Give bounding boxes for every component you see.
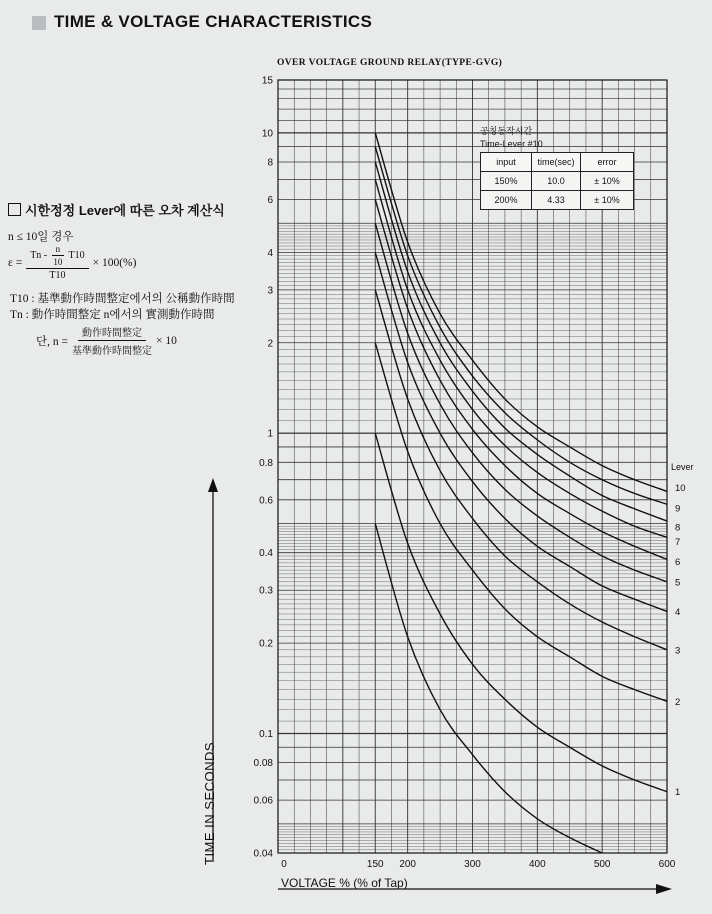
- legend-lever-10: 10: [675, 482, 686, 494]
- table-cell: 4.33: [532, 191, 581, 210]
- x-tick-label: 200: [399, 859, 417, 870]
- y-tick-label: 0.2: [259, 638, 273, 650]
- n-label: 단, n =: [36, 335, 68, 348]
- y-tick-label: 0.3: [259, 585, 273, 597]
- table-cell: ± 10%: [581, 191, 634, 210]
- chart-legend: [671, 462, 694, 798]
- n-denominator: 基準動作時間整定: [71, 346, 152, 357]
- n-numerator: 動作時間整定: [78, 324, 146, 341]
- y-tick-label: 2: [267, 338, 273, 350]
- y-tick-label: 1: [267, 428, 273, 440]
- table-subcaption: Time-Lever #10: [480, 139, 543, 149]
- y-tick-label: 0.04: [253, 848, 273, 860]
- x-axis-label: VOLTAGE % (% of Tap): [281, 876, 408, 890]
- x-tick-label: 300: [464, 859, 481, 870]
- num-t10: T10: [68, 249, 85, 261]
- x-tick-label: 500: [593, 859, 611, 870]
- y-tick-label: 4: [267, 247, 273, 259]
- times-10: × 10: [155, 334, 177, 347]
- th-time: time(sec): [532, 153, 581, 172]
- y-tick-label: 15: [261, 75, 273, 87]
- table-cell: 150%: [481, 172, 532, 191]
- formula-condition: n ≤ 10일 경우: [8, 231, 74, 243]
- y-tick-label: 3: [267, 285, 273, 297]
- y-tick-label: 0.06: [253, 795, 273, 807]
- num-tn: Tn -: [30, 249, 48, 261]
- table-caption-block: [480, 125, 543, 151]
- y-tick-label: 0.1: [259, 728, 273, 740]
- tn-definition: Tn : 動作時間整定 n에서의 實測動作時間: [10, 309, 215, 321]
- y-tick-label: 8: [267, 157, 273, 169]
- t10-definition: T10 : 基準動作時間整定에서의 公稱動作時間: [10, 293, 235, 305]
- y-tick-label: 6: [267, 195, 273, 207]
- table-cell: 200%: [481, 191, 532, 210]
- table-row: [481, 172, 634, 191]
- th-input: input: [481, 153, 532, 172]
- x-tick-label: 600: [658, 859, 676, 870]
- legend-lever-7: 7: [675, 536, 681, 548]
- x-axis-arrowhead: [656, 884, 672, 894]
- legend-lever-2: 2: [675, 696, 681, 708]
- legend-lever-1: 1: [675, 787, 681, 799]
- table-caption: 공칭동작시간: [480, 126, 533, 136]
- table-row: [481, 191, 634, 210]
- nominal-time-table: [480, 152, 634, 210]
- y-tick-label: 0.8: [259, 457, 273, 469]
- page-title: TIME & VOLTAGE CHARACTERISTICS: [54, 12, 373, 31]
- legend-title: Lever: [671, 462, 694, 473]
- legend-lever-4: 4: [675, 606, 681, 618]
- y-tick-label: 10: [261, 128, 273, 140]
- epsilon-label: ε =: [8, 256, 23, 269]
- legend-lever-3: 3: [675, 645, 681, 657]
- y-axis-label: TIME IN SECONDS: [202, 741, 217, 865]
- legend-lever-6: 6: [675, 556, 681, 568]
- epsilon-denominator: T10: [49, 270, 66, 281]
- inner-den: 10: [53, 257, 63, 267]
- y-tick-label: 0.08: [253, 758, 273, 770]
- table-header-row: [481, 153, 634, 172]
- th-error: error: [581, 153, 634, 172]
- times-100: × 100(%): [92, 256, 137, 269]
- legend-lever-8: 8: [675, 522, 681, 534]
- x-tick-label: 400: [528, 859, 546, 870]
- x-tick-label: 0: [281, 859, 287, 870]
- chart-title: OVER VOLTAGE GROUND RELAY(TYPE-GVG): [277, 58, 503, 68]
- inner-num: n: [52, 244, 65, 256]
- legend-lever-5: 5: [675, 577, 681, 589]
- table-cell: 10.0: [532, 172, 581, 191]
- y-tick-label: 0.6: [259, 495, 273, 507]
- x-tick-label: 150: [366, 859, 384, 870]
- y-tick-label: 0.4: [259, 548, 273, 560]
- legend-lever-9: 9: [675, 503, 681, 515]
- y-axis-arrowhead: [208, 478, 218, 492]
- formula-title-text: 시한정정 Lever에 따른 오차 계산식: [25, 203, 225, 218]
- table-cell: ± 10%: [581, 172, 634, 191]
